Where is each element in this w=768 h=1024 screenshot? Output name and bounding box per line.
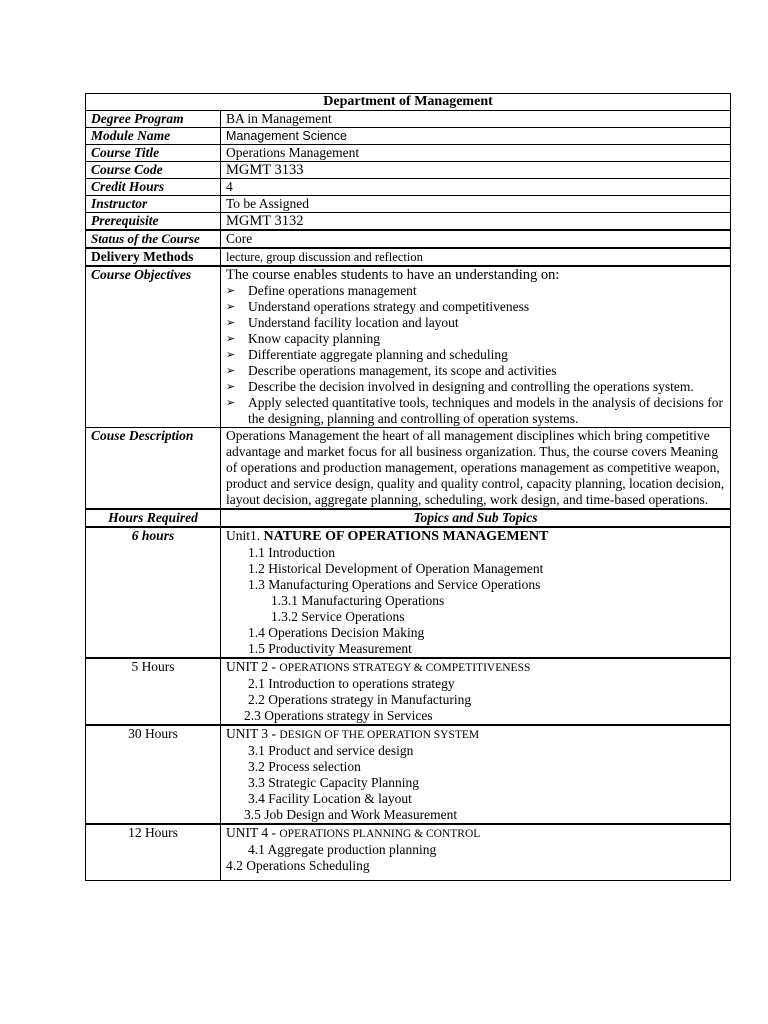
unit-row <box>86 658 731 725</box>
objective-item <box>226 347 725 363</box>
subtopic-item: 1.1 Introduction <box>248 545 335 560</box>
row-course-title <box>86 145 731 162</box>
objective-text: Apply selected quantitative tools, techniques and models in the analysis of decisions for the designing, planning and controlling of operation systems. <box>248 395 724 426</box>
objective-text: Define operations management <box>248 283 417 298</box>
module-name-value: Management Science <box>221 128 731 145</box>
course-table <box>85 93 731 881</box>
unit-heading <box>226 659 725 676</box>
objective-item <box>226 299 725 315</box>
objective-text: Describe the decision involved in designing and controlling the operations system. <box>248 379 694 394</box>
course-title-value: Operations Management <box>221 145 731 162</box>
unit-title: NATURE OF OPERATIONS MANAGEMENT <box>263 529 549 544</box>
row-topics-header <box>86 509 731 527</box>
row-module-name <box>86 128 731 145</box>
units-body <box>86 527 731 881</box>
objective-item <box>226 379 725 395</box>
subtopic-item: 4.2 Operations Scheduling <box>226 858 370 873</box>
instructor-label: Instructor <box>86 196 221 213</box>
hours-required-header: Hours Required <box>86 509 221 527</box>
objectives-list <box>226 283 725 427</box>
unit-title: DESIGN OF THE OPERATION SYSTEM <box>279 729 480 741</box>
objective-item <box>226 315 725 331</box>
degree-program-label: Degree Program <box>86 111 221 128</box>
objective-text: Describe operations management, its scope and activities <box>248 363 557 378</box>
unit-row <box>86 824 731 881</box>
row-status <box>86 230 731 248</box>
arrow-bullet-icon: ➢ <box>226 380 236 393</box>
instructor-value: To be Assigned <box>221 196 731 213</box>
unit-title: OPERATIONS STRATEGY & COMPETITIVENESS <box>279 662 531 674</box>
objectives-label: Course Objectives <box>86 266 221 428</box>
unit-heading <box>226 726 725 743</box>
objective-item <box>226 283 725 299</box>
objective-text: Differentiate aggregate planning and scheduling <box>248 347 508 362</box>
unit-heading <box>226 825 725 842</box>
unit-hours: 12 Hours <box>86 824 221 881</box>
prerequisite-label: Prerequisite <box>86 213 221 231</box>
subtopic-item: 2.1 Introduction to operations strategy <box>248 676 455 691</box>
arrow-bullet-icon: ➢ <box>226 300 236 313</box>
subtopic-item: 2.2 Operations strategy in Manufacturing <box>248 692 472 707</box>
row-objectives <box>86 266 731 428</box>
course-title-label: Course Title <box>86 145 221 162</box>
status-label: Status of the Course <box>86 230 221 248</box>
delivery-value: lecture, group discussion and reflection <box>221 248 731 266</box>
unit-heading <box>226 528 725 545</box>
row-degree-program <box>86 111 731 128</box>
row-instructor <box>86 196 731 213</box>
subtopic-item: 3.3 Strategic Capacity Planning <box>248 775 419 790</box>
prerequisite-value: MGMT 3132 <box>221 213 731 231</box>
subtopic-item: 1.2 Historical Development of Operation Management <box>248 561 544 576</box>
degree-program-value: BA in Management <box>221 111 731 128</box>
arrow-bullet-icon: ➢ <box>226 316 236 329</box>
unit-hours: 30 Hours <box>86 725 221 824</box>
objective-text: Know capacity planning <box>248 331 380 346</box>
unit-hours: 5 Hours <box>86 658 221 725</box>
unit-row <box>86 527 731 658</box>
unit-topics <box>221 527 731 658</box>
objective-text: Understand operations strategy and competitiveness <box>248 299 530 314</box>
arrow-bullet-icon: ➢ <box>226 284 236 297</box>
delivery-label: Delivery Methods <box>86 248 221 266</box>
subtopic-item: 2.3 Operations strategy in Services <box>244 708 433 723</box>
module-name-label: Module Name <box>86 128 221 145</box>
subtopic-item: 3.1 Product and service design <box>248 743 414 758</box>
course-code-value: MGMT 3133 <box>221 162 731 179</box>
row-delivery <box>86 248 731 266</box>
arrow-bullet-icon: ➢ <box>226 364 236 377</box>
unit-topics <box>221 725 731 824</box>
subtopic-item: 1.3.1 Manufacturing Operations <box>271 593 445 608</box>
unit-prefix: UNIT 3 - <box>226 726 280 741</box>
unit-prefix: UNIT 4 - <box>226 825 280 840</box>
subtopic-item: 3.5 Job Design and Work Measurement <box>244 807 458 822</box>
unit-row <box>86 725 731 824</box>
credit-hours-label: Credit Hours <box>86 179 221 196</box>
unit-prefix: UNIT 2 - <box>226 659 280 674</box>
objectives-cell <box>221 266 731 428</box>
row-prerequisite <box>86 213 731 231</box>
course-code-label: Course Code <box>86 162 221 179</box>
row-description <box>86 428 731 510</box>
subtopic-item: 3.2 Process selection <box>248 759 361 774</box>
row-course-code <box>86 162 731 179</box>
subtopic-item: 1.3.2 Service Operations <box>271 609 405 624</box>
credit-hours-value: 4 <box>221 179 731 196</box>
objectives-intro: The course enables students to have an understanding on: <box>226 267 560 283</box>
arrow-bullet-icon: ➢ <box>226 332 236 345</box>
subtopic-item: 4.1 Aggregate production planning <box>248 842 437 857</box>
objective-text: Understand facility location and layout <box>248 315 459 330</box>
subtopic-item: 3.4 Facility Location & layout <box>248 791 412 806</box>
objective-item <box>226 395 725 427</box>
row-credit-hours <box>86 179 731 196</box>
topics-header: Topics and Sub Topics <box>221 509 731 527</box>
subtopic-item: 1.5 Productivity Measurement <box>248 641 412 656</box>
unit-prefix: Unit1. <box>226 528 264 543</box>
unit-title: OPERATIONS PLANNING & CONTROL <box>279 828 481 840</box>
header-row <box>86 94 731 111</box>
status-value: Core <box>221 230 731 248</box>
unit-topics <box>221 824 731 881</box>
subtopic-item: 1.3 Manufacturing Operations and Service Operations <box>248 577 541 592</box>
subtopic-item: 1.4 Operations Decision Making <box>248 625 425 640</box>
department-header: Department of Management <box>86 94 731 111</box>
unit-topics <box>221 658 731 725</box>
arrow-bullet-icon: ➢ <box>226 348 236 361</box>
objective-item <box>226 331 725 347</box>
description-text: Operations Management the heart of all management disciplines which bring competitive advantage and market focus for all business organization. Thus, the course covers Meaning of operations and production management, operations management as competitive weapon, product and service design, quality and quality control, capacity planning, location decision, layout decision, aggregate planning, scheduling, work design, and time-based operations. <box>221 428 731 510</box>
objective-item <box>226 363 725 379</box>
arrow-bullet-icon: ➢ <box>226 396 236 409</box>
unit-hours: 6 hours <box>86 527 221 658</box>
description-label: Couse Description <box>86 428 221 510</box>
cell-spacer <box>226 874 725 880</box>
